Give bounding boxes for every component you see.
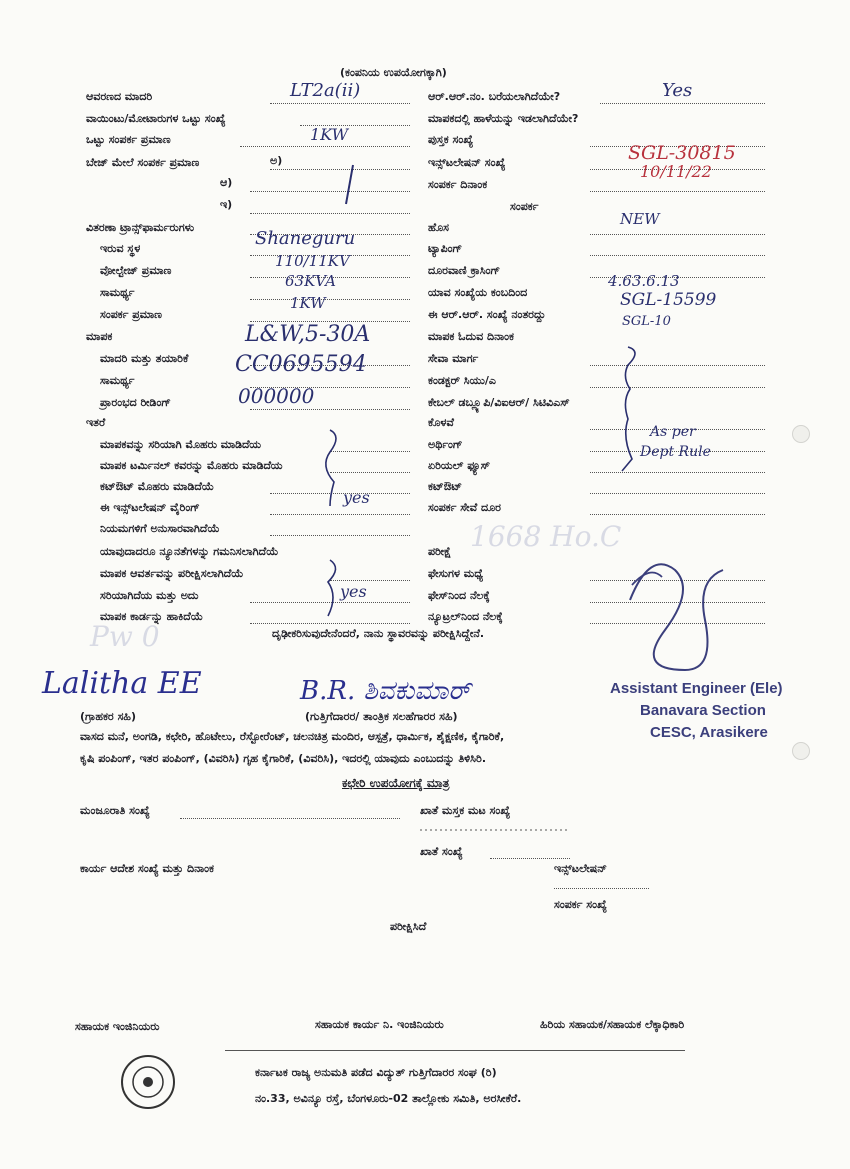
- hw-earthing: As per: [650, 424, 696, 440]
- hw-wiring-ok: yes: [343, 488, 370, 507]
- hw-after-rr: SGL-15599: [620, 290, 717, 310]
- right-field-label: ಕಂಡಕ್ಟರ್ ಸಿಯು/ಎ: [428, 374, 496, 387]
- ledger-page-label: ಖಾತೆ ಮಸ್ತಕ ಮಟ ಸಂಖ್ಯೆ: [420, 804, 511, 817]
- certify-text: ದೃಢೀಕರಿಸುವುದೇನೆಂದರೆ, ನಾನು ಸ್ಥಾವರವನ್ನು ಪರೀಕ್ಷಿಸಿದ್ದೇನೆ.: [272, 627, 485, 640]
- hw-connection-date: 10/11/22: [640, 162, 712, 181]
- right-field-label: ಪುಸ್ತಕ ಸಂಖ್ಯೆ: [428, 133, 474, 146]
- hw-capacity: 63KVA: [285, 272, 336, 290]
- left-field-label: ಮಾಪಕವನ್ನು ಸರಿಯಾಗಿ ಮೊಹರು ಮಾಡಿದೆಯ: [100, 438, 262, 451]
- customer-sign-label: (ಗ್ರಾಹಕರ ಸಹಿ): [80, 710, 136, 723]
- association-line-1: ಕರ್ನಾಟಕ ರಾಜ್ಯ ಅನುಮತಿ ಪಡೆದ ವಿದ್ಯುತ್ ಗುತ್ತಿಗೆದಾರರ ಸಂಘ (ರಿ): [255, 1066, 497, 1079]
- left-field-label: ಇತರೆ: [86, 416, 106, 429]
- bleed-through: Pw 0: [90, 620, 160, 653]
- left-field-label: ಈ ಇನ್ಸ್‌ಟಲೇಷನ್ ವೈರಿಂಗ್: [100, 501, 200, 514]
- left-field-label: ನಿಯಮಗಳಿಗೆ ಅನುಸಾರವಾಗಿದೆಯೆ: [100, 522, 220, 535]
- connection-no-label: ಸಂಪರ್ಕ ಸಂಖ್ಯೆ: [554, 898, 607, 911]
- sanction-no-line: [180, 818, 400, 819]
- sub-marker-i: ಇ): [220, 198, 233, 211]
- right-field-label: ಆರ್.ಆರ್.ನಂ. ಬರೆಯಲಾಗಿದೆಯೇ?: [428, 90, 561, 103]
- form-title: (ಕಂಪನಿಯ ಉಪಯೋಗಕ್ಕಾಗಿ): [340, 66, 447, 79]
- association-line-2: ನಂ.33, ಅವಿನ್ಯೂ ರಸ್ತೆ, ಬೆಂಗಳೂರು-02 ತಾಲ್ಲೋಕು ಸಮಿತಿ, ಅರಸೀಕೆರೆ.: [255, 1092, 522, 1105]
- left-field-label: ಮಾಪಕ ಟರ್ಮಿನಲ್ ಕವರನ್ನು ಮೊಹರು ಮಾಡಿದೆಯ: [100, 459, 283, 472]
- left-field-label: ಒಟ್ಟು ಸಂಪರ್ಕ ಪ್ರಮಾಣ: [86, 133, 171, 146]
- right-field-label: ಏರಿಯಲ್ ಫ್ಯೂಸ್: [428, 459, 490, 472]
- footer-divider: [225, 1050, 685, 1051]
- usage-text-1: ವಾಸದ ಮನೆ, ಅಂಗಡಿ, ಕಛೇರಿ, ಹೊಟೇಲು, ರೆಸ್ಟೋರೆಂಟ್, ಚಲನಚಿತ್ರ ಮಂದಿರ, ಆಸ್ಪತ್ರೆ, ಧಾರ್ಮಿಕ, ಶೈಕ್ಷಣಿಕ, ಕೈಗಾರಿಕೆ,: [80, 730, 505, 743]
- hw-rr-written: Yes: [662, 80, 693, 101]
- hw-meter-ok: yes: [340, 582, 367, 601]
- right-field-label: ಯಾವ ಸಂಖ್ಯೆಯ ಕಂಬದಿಂದ: [428, 286, 528, 299]
- installation-label: ಇನ್ಸ್‌ಟಲೇಷನ್: [554, 862, 607, 875]
- right-field-label: ಟ್ಯಾಪಿಂಗ್: [428, 242, 463, 255]
- right-field-label: ಕಟ್‌ಔಟ್: [428, 480, 462, 493]
- account-no-label: ಖಾತೆ ಸಂಖ್ಯೆ: [420, 845, 463, 858]
- left-field-label: ವಾಯಿಂಟು/ಮೋಟಾರುಗಳ ಒಟ್ಟು ಸಂಖ್ಯೆ: [86, 112, 226, 125]
- customer-signature: Lalitha EE: [42, 666, 202, 701]
- left-field-label: ಮಾಪಕ ಆವರ್ತವನ್ನು ಪರೀಕ್ಷಿಸಲಾಗಿದೆಯೆ: [100, 567, 244, 580]
- hw-new: NEW: [620, 210, 660, 228]
- sub-marker-aa: ಆ): [220, 176, 233, 189]
- hw-voltage: 110/11KV: [275, 252, 350, 270]
- left-field-label: ಮಾದರಿ ಮತ್ತು ತಯಾರಿಕೆ: [100, 352, 189, 365]
- right-field-label: ಹೊಸ: [428, 221, 449, 234]
- left-field-label: ಬೇಜ್ ಮೇಲೆ ಸಂಪರ್ಕ ಪ್ರಮಾಣ: [86, 156, 200, 169]
- hw-reading-date: SGL-10: [622, 314, 671, 329]
- left-field-label: ಸಾಮರ್ಥ್ಯ: [100, 374, 135, 387]
- verified-label: ಪರೀಕ್ಷಿಸಿದೆ: [390, 920, 427, 933]
- stamp-line-1: Assistant Engineer (Ele): [610, 680, 783, 697]
- left-field-label: ಇರುವ ಸ್ಥಳ: [100, 242, 141, 255]
- right-field-label: ಕೇಬಲ್ ಡಬ್ಲ್ಯೂಪಿ/ವಿಐಆರ್/ ಸಿಟಿವಿಎಸ್: [428, 396, 570, 409]
- left-field-label: ವಿತರಣಾ ಟ್ರಾನ್ಸ್‌ಫಾರ್ಮರುಗಳು: [86, 221, 195, 234]
- hw-meter-make: L&W,5-30A: [245, 322, 371, 347]
- hw-installation-no: SGL-30815: [628, 142, 736, 164]
- hw-initial-reading: 000000: [238, 384, 315, 408]
- right-field-label: ದೂರವಾಣಿ ಕ್ರಾಸಿಂಗ್: [428, 264, 501, 277]
- hw-meter-serial: CC0695594: [235, 352, 367, 377]
- right-field-label: ಸಂಪರ್ಕ: [510, 200, 539, 213]
- asst-engineer-label: ಸಹಾಯಕ ಇಂಜಿನಿಯರು: [75, 1020, 160, 1033]
- installation-line: [554, 888, 649, 889]
- right-field-label: ಫೇಸ್‌ನಿಂದ ನೆಲಕ್ಕೆ: [428, 589, 490, 602]
- left-field-label: ಮಾಪಕ: [86, 330, 113, 343]
- right-field-label: ಕೊಳವೆ: [428, 416, 454, 429]
- left-field-label: ಕಟ್‌ಔಟ್ ಮೊಹರು ಮಾಡಿದೆಯೆ: [100, 480, 215, 493]
- hw-total-load: 1KW: [310, 125, 349, 144]
- right-field-label: ಪರೀಕ್ಷೆ: [428, 545, 452, 558]
- stamp-line-3: CESC, Arasikere: [650, 724, 768, 741]
- right-field-label: ಅರ್ಥಿಂಗ್: [428, 438, 463, 451]
- right-field-label: ಈ ಆರ್.ಆರ್. ಸಂಖ್ಯೆ ನಂತರದ್ದು: [428, 308, 546, 321]
- contractor-signature: B.R. ಶಿವಕುಮಾರ್: [300, 676, 471, 706]
- hw-fuse: Dept Rule: [640, 444, 711, 460]
- left-field-label: ಆವರಣದ ಮಾದರಿ: [86, 90, 153, 103]
- right-field-label: ಸಂಪರ್ಕ ದಿನಾಂಕ: [428, 178, 488, 191]
- right-field-label: ಮಾಪಕ ಓದುವ ದಿನಾಂಕ: [428, 330, 514, 343]
- sub-marker-a: ಅ): [270, 154, 283, 167]
- left-field-label: ವೋಲ್ಟೇಜ್ ಪ್ರಮಾಣ: [100, 264, 172, 277]
- right-field-label: ಇನ್ಸ್‌ಟಲೇಷನ್ ಸಂಖ್ಯೆ: [428, 156, 506, 169]
- right-field-label: ಮಾಪಕದಲ್ಲಿ ಹಾಳೆಯನ್ನು ಇಡಲಾಗಿದೆಯೇ?: [428, 112, 579, 125]
- hw-location: Shaneguru: [255, 228, 356, 249]
- bleed-through: 1668 Ho.C: [470, 520, 622, 553]
- left-field-label: ಯಾವುದಾದರೂ ನ್ಯೂನತೆಗಳನ್ನು ಗಮನಿಸಲಾಗಿದೆಯೆ: [100, 545, 279, 558]
- stamp-line-2: Banavara Section: [640, 702, 766, 719]
- office-use-title: ಕಛೇರಿ ಉಪಯೋಗಕ್ಕೆ ಮಾತ್ರ: [342, 776, 450, 790]
- hw-pole-no: 4.63.6.13: [608, 272, 680, 290]
- left-field-label: ಸಾಮರ್ಥ್ಯ: [100, 286, 135, 299]
- asst-exec-engineer-label: ಸಹಾಯಕ ಕಾರ್ಯ ನಿ. ಇಂಜಿನಿಯರು: [315, 1018, 444, 1031]
- account-no-line: [490, 858, 570, 859]
- right-field-label: ಸೇವಾ ಮಾರ್ಗ: [428, 352, 479, 365]
- hw-premises-type: LT2a(ii): [290, 80, 361, 101]
- right-field-label: ನ್ಯೂಟ್ರಲ್‌ನಿಂದ ನೆಲಕ್ಕೆ: [428, 610, 503, 623]
- left-field-label: ಸರಿಯಾಗಿದೆಯ ಮತ್ತು ಅದು: [100, 589, 199, 602]
- left-field-label: ಪ್ರಾರಂಭದ ರೀಡಿಂಗ್: [100, 396, 171, 409]
- left-field-label: ಮಾಪಕ ಕಾರ್ಡನ್ನು ಹಾಕಿದೆಯೆ: [100, 610, 204, 623]
- left-field-label: ಸಂಪರ್ಕ ಪ್ರಮಾಣ: [100, 308, 162, 321]
- right-field-label: ಫೇಸುಗಳ ಮಧ್ಯೆ: [428, 567, 484, 580]
- right-field-label: ಸಂಪರ್ಕ ಸೇವೆ ದೂರ: [428, 501, 501, 514]
- work-order-label: ಕಾರ್ಯ ಆದೇಶ ಸಂಖ್ಯೆ ಮತ್ತು ದಿನಾಂಕ: [80, 862, 214, 875]
- usage-text-2: ಕೃಷಿ ಪಂಪಿಂಗ್, ಇತರ ಪಂಪಿಂಗ್, (ವಿವರಿಸಿ) ಗೃಹ ಕೈಗಾರಿಕೆ, (ವಿವರಿಸಿ), ಇದರಲ್ಲಿ ಯಾವುದು ಎಂಬುದನ್ನು ತಿಳಿಸಿರಿ.: [80, 752, 486, 765]
- accounts-officer-label: ಹಿರಿಯ ಸಹಾಯಕ/ಸಹಾಯಕ ಲೆಕ್ಕಾಧಿಕಾರಿ: [540, 1018, 685, 1031]
- hw-connected-load: 1KW: [290, 294, 326, 312]
- sanction-no-label: ಮಂಜೂರಾತಿ ಸಂಖ್ಯೆ: [80, 804, 150, 817]
- contractor-sign-label: (ಗುತ್ತಿಗೆದಾರರ/ ತಾಂತ್ರಿಕ ಸಲಹೆಗಾರರ ಸಹಿ): [305, 710, 458, 723]
